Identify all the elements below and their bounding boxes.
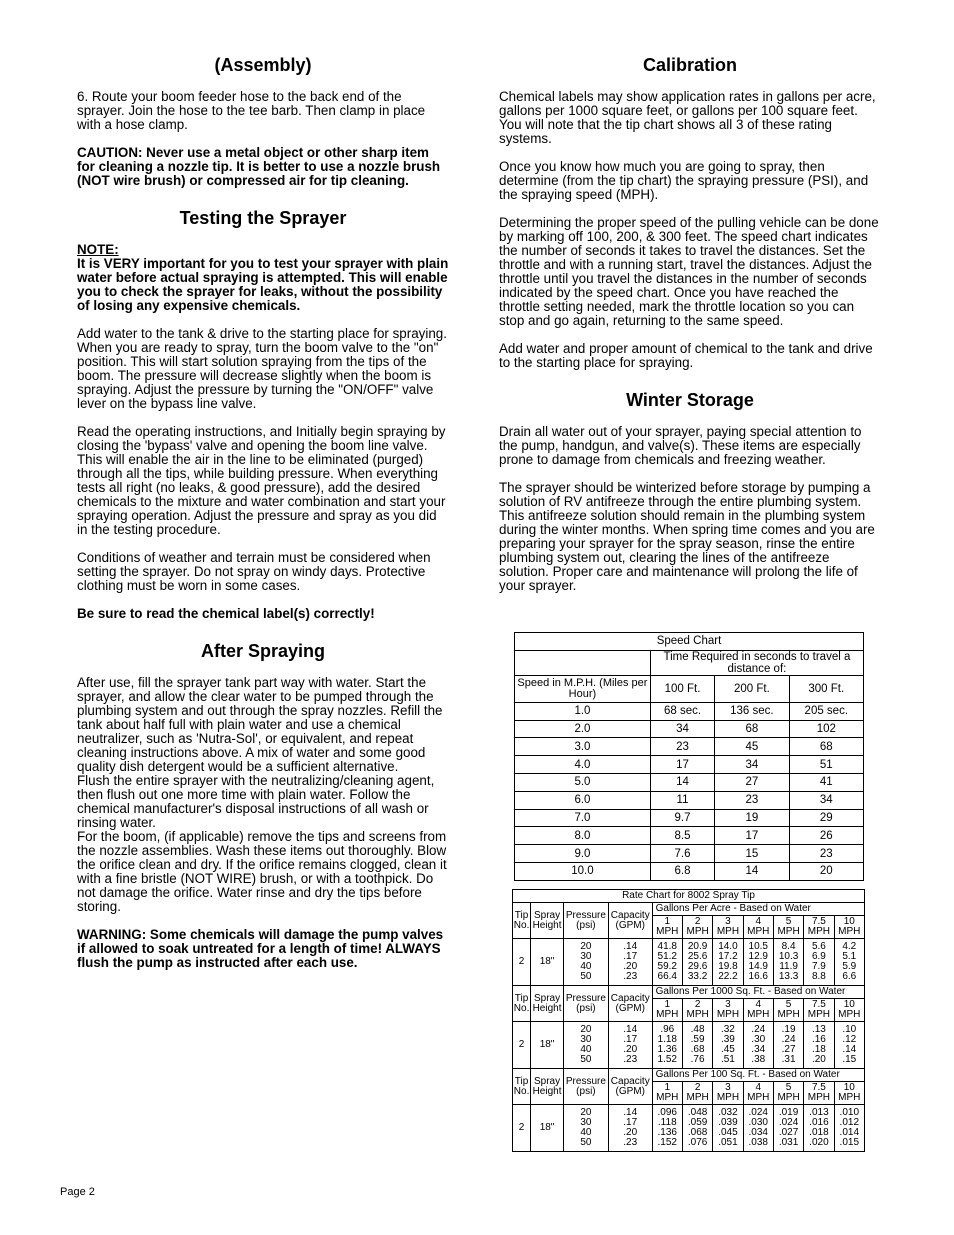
time-value: 26 — [789, 827, 863, 845]
time-value: 15 — [715, 845, 789, 863]
speed-value: 9.0 — [515, 845, 651, 863]
winter-storage-heading: Winter Storage — [626, 390, 754, 410]
spray-height-value: 18" — [531, 939, 564, 986]
spray-height-header: Spray Height — [531, 1069, 564, 1105]
after-warning: WARNING: Some chemicals will damage the pump valves if allowed to soak untreated for a length of time! ALWAYS flush the pump as instructed after each use. — [77, 927, 444, 970]
testing-note — [77, 243, 449, 313]
speed-row — [515, 827, 864, 845]
speed-row — [515, 756, 864, 774]
speed-column-header: Speed in M.P.H. (Miles per Hour) — [515, 675, 651, 702]
rate-data-row — [513, 1022, 865, 1069]
time-value: 68 — [789, 738, 863, 756]
speed-value: 3.0 — [515, 738, 651, 756]
time-value: 14 — [715, 862, 789, 880]
time-value: 8.5 — [650, 827, 714, 845]
speed-row — [515, 773, 864, 791]
speed-row — [515, 720, 864, 738]
calibration-paragraph-4: Add water and proper amount of chemical to the tank and drive to the starting place for spraying. — [499, 341, 873, 370]
mph-header: 10 MPH — [834, 999, 864, 1022]
time-value: 45 — [715, 738, 789, 756]
speed-row — [515, 809, 864, 827]
speed-value: 8.0 — [515, 827, 651, 845]
speed-value: 4.0 — [515, 756, 651, 774]
calibration-paragraph-3: Determining the proper speed of the pulling vehicle can be done by marking off 100, 200, & 300 feet. The speed chart indicates the number of seconds it takes to travel the distances. Set the throttle and with a running start, travel the distances. Adjust the throttle until you travel the distances in the number of seconds indicated by the speed chart. Once you have reached the throttle setting needed, mark the throttle location so you can stop and go again, returning to the same speed. — [499, 215, 879, 328]
mph-header: 5 MPH — [773, 916, 803, 939]
speed-chart-subheader: Time Required in seconds to travel a distance of: — [650, 650, 863, 675]
assembly-paragraph: 6. Route your boom feeder hose to the back end of the sprayer. Join the hose to the tee barb. Then clamp in place with a hose clamp. — [77, 89, 426, 132]
tip-header: Tip No. — [513, 1069, 531, 1105]
left-column — [77, 55, 449, 984]
pressure-values: 20 30 40 50 — [563, 1105, 608, 1152]
winter-paragraph-1: Drain all water out of your sprayer, paying special attention to the pump, handgun, and valve(s). These items are especially prone to damage from chemicals and freezing weather. — [499, 424, 862, 467]
calibration-heading: Calibration — [642, 55, 737, 75]
testing-paragraph-2: Read the operating instructions, and Initially begin spraying by closing the 'bypass' valve and opening the boom line valve. This will enable the air in the line to be eliminated (purged) through all the tips, while building pressure. When everything tests all right (no leaks, & good pressure), add the desired chemicals to the mixture and water combination and start your spraying operation. Adjust the pressure and spray as you did in the testing procedure. — [77, 424, 446, 537]
time-value: 34 — [715, 756, 789, 774]
time-value: 9.7 — [650, 809, 714, 827]
speed-value: 6.0 — [515, 791, 651, 809]
speed-chart — [514, 632, 864, 881]
tip-value: 2 — [513, 1105, 531, 1152]
assembly-heading: (Assembly) — [214, 55, 312, 75]
assembly-caution: CAUTION: Never use a metal object or other sharp item for cleaning a nozzle tip. It is better to use a nozzle brush (NOT wire brush) or compressed air for tip cleaning. — [77, 145, 441, 188]
rate-values: .48 .59 .68 .76 — [682, 1022, 712, 1069]
time-value: 29 — [789, 809, 863, 827]
rate-data-row — [513, 1105, 865, 1152]
capacity-values: .14 .17 .20 .23 — [608, 1022, 652, 1069]
rate-values: 14.0 17.2 19.8 22.2 — [713, 939, 743, 986]
time-value: 23 — [789, 845, 863, 863]
rate-values: 4.2 5.1 5.9 6.6 — [834, 939, 864, 986]
calibration-paragraph-1: Chemical labels may show application rates in gallons per acre, gallons per 1000 square feet, or gallons per 100 square feet. You will note that the tip chart shows all 3 of these rating systems. — [499, 89, 876, 146]
mph-header: 1 MPH — [652, 916, 682, 939]
time-value: 23 — [715, 791, 789, 809]
rate-header-row — [513, 1069, 865, 1082]
time-value: 41 — [789, 773, 863, 791]
rate-chart-title: Rate Chart for 8002 Spray Tip — [513, 890, 865, 903]
spray-height-value: 18" — [531, 1105, 564, 1152]
mph-header: 2 MPH — [682, 1082, 712, 1105]
mph-header: 7.5 MPH — [804, 999, 834, 1022]
rate-values: .13 .16 .18 .20 — [804, 1022, 834, 1069]
distance-header: 200 Ft. — [715, 675, 789, 702]
rate-section-label: Gallons Per Acre - Based on Water — [652, 903, 864, 916]
time-value: 34 — [789, 791, 863, 809]
mph-header: 7.5 MPH — [804, 1082, 834, 1105]
rate-values: .10 .12 .14 .15 — [834, 1022, 864, 1069]
speed-value: 1.0 — [515, 702, 651, 720]
distance-header: 300 Ft. — [789, 675, 863, 702]
speed-value: 10.0 — [515, 862, 651, 880]
rate-data-row — [513, 939, 865, 986]
rate-section-label: Gallons Per 1000 Sq. Ft. - Based on Water — [652, 986, 864, 999]
time-value: 136 sec. — [715, 702, 789, 720]
rate-chart — [512, 889, 865, 1152]
pressure-header: Pressure (psi) — [563, 903, 608, 939]
mph-header: 4 MPH — [743, 999, 773, 1022]
rate-values: .096 .118 .136 .152 — [652, 1105, 682, 1152]
rate-values: .19 .24 .27 .31 — [773, 1022, 803, 1069]
rate-values: .24 .30 .34 .38 — [743, 1022, 773, 1069]
speed-chart-title: Speed Chart — [515, 633, 864, 651]
capacity-values: .14 .17 .20 .23 — [608, 1105, 652, 1152]
mph-header: 10 MPH — [834, 1082, 864, 1105]
right-column — [499, 55, 881, 607]
mph-header: 3 MPH — [713, 1082, 743, 1105]
rate-values: 41.8 51.2 59.2 66.4 — [652, 939, 682, 986]
capacity-header: Capacity (GPM) — [608, 1069, 652, 1105]
speed-value: 7.0 — [515, 809, 651, 827]
testing-paragraph-1: Add water to the tank & drive to the starting place for spraying. When you are ready to spray, turn the boom valve to the "on" position. This will start solution spraying from the tips of the boom. The pressure will decrease slightly when the boom is spraying. Adjust the pressure by turning the "ON/OFF" valve lever on the bypass line valve. — [77, 326, 447, 411]
rate-header-row — [513, 903, 865, 916]
time-value: 27 — [715, 773, 789, 791]
time-value: 11 — [650, 791, 714, 809]
rate-values: .032 .039 .045 .051 — [713, 1105, 743, 1152]
mph-header: 5 MPH — [773, 999, 803, 1022]
time-value: 68 — [715, 720, 789, 738]
mph-header: 10 MPH — [834, 916, 864, 939]
capacity-header: Capacity (GPM) — [608, 986, 652, 1022]
mph-header: 2 MPH — [682, 999, 712, 1022]
time-value: 14 — [650, 773, 714, 791]
pressure-values: 20 30 40 50 — [563, 1022, 608, 1069]
time-value: 17 — [650, 756, 714, 774]
rate-values: 5.6 6.9 7.9 8.8 — [804, 939, 834, 986]
mph-header: 1 MPH — [652, 999, 682, 1022]
rate-values: 10.5 12.9 14.9 16.6 — [743, 939, 773, 986]
winter-paragraph-2: The sprayer should be winterized before storage by pumping a solution of RV antifreeze through the entire plumbing system. This antifreeze solution should remain in the plumbing system during the winter months. When spring time comes and you are preparing your sprayer for the spray season, rinse the entire plumbing system out, clearing the lines of the antifreeze solution. Proper care and maintenance will prolong the life of your sprayer. — [499, 480, 875, 593]
mph-header: 1 MPH — [652, 1082, 682, 1105]
mph-header: 7.5 MPH — [804, 916, 834, 939]
time-value: 17 — [715, 827, 789, 845]
distance-header: 100 Ft. — [650, 675, 714, 702]
page-number: Page 2 — [60, 1186, 95, 1198]
speed-row — [515, 702, 864, 720]
calibration-paragraph-2: Once you know how much you are going to spray, then determine (from the tip chart) the spraying pressure (PSI), and the spraying speed (MPH). — [499, 159, 869, 202]
rate-header-row — [513, 986, 865, 999]
mph-header: 4 MPH — [743, 916, 773, 939]
spray-height-value: 18" — [531, 1022, 564, 1069]
testing-paragraph-3: Conditions of weather and terrain must be considered when setting the sprayer. Do not spray on windy days. Protective clothing must be worn in some cases. — [77, 550, 431, 593]
time-value: 23 — [650, 738, 714, 756]
time-value: 6.8 — [650, 862, 714, 880]
speed-row — [515, 862, 864, 880]
note-text: It is VERY important for you to test your sprayer with plain water before actual spraying is attempted. This will enable you to check the sprayer for leaks, without the possibility of losing any expensive chemicals. — [77, 256, 449, 313]
tip-header: Tip No. — [513, 903, 531, 939]
after-paragraph-1: After use, fill the sprayer tank part way with water. Start the sprayer, and allow the clear water to be pumped through the plumbing system and out through the spray nozzles. Refill the tank about half full with plain water and use a chemical neutralizer, such as 'Nutra-Sol', or equivalent, and repeat cleaning instructions above. A mix of water and some good quality dish detergent would be a sufficient alternative. — [77, 675, 443, 774]
rate-values: .010 .012 .014 .015 — [834, 1105, 864, 1152]
time-value: 51 — [789, 756, 863, 774]
speed-row — [515, 738, 864, 756]
spray-height-header: Spray Height — [531, 986, 564, 1022]
time-value: 20 — [789, 862, 863, 880]
rate-values: .96 1.18 1.36 1.52 — [652, 1022, 682, 1069]
tip-value: 2 — [513, 1022, 531, 1069]
time-value: 7.6 — [650, 845, 714, 863]
tip-header: Tip No. — [513, 986, 531, 1022]
rate-values: .048 .059 .068 .076 — [682, 1105, 712, 1152]
after-spraying-heading: After Spraying — [200, 641, 326, 661]
tip-value: 2 — [513, 939, 531, 986]
speed-row — [515, 845, 864, 863]
note-label: NOTE: — [77, 242, 119, 257]
testing-bold-note: Be sure to read the chemical label(s) correctly! — [77, 606, 375, 621]
capacity-values: .14 .17 .20 .23 — [608, 939, 652, 986]
pressure-header: Pressure (psi) — [563, 1069, 608, 1105]
speed-value: 2.0 — [515, 720, 651, 738]
mph-header: 4 MPH — [743, 1082, 773, 1105]
rate-values: .024 .030 .034 .038 — [743, 1105, 773, 1152]
time-value: 205 sec. — [789, 702, 863, 720]
time-value: 34 — [650, 720, 714, 738]
speed-chart-blank — [515, 650, 651, 675]
rate-section-label: Gallons Per 100 Sq. Ft. - Based on Water — [652, 1069, 864, 1082]
after-paragraph-3: For the boom, (if applicable) remove the tips and screens from the nozzle assemblies. Wash these items out thoroughly. Blow the orifice clean and dry. If the orifice remains clogged, clean it with a fine bristle (NOT WIRE) brush, or with a toothpick. Do not damage the orifice. Water rinse and dry the tips before storing. — [77, 829, 447, 914]
mph-header: 5 MPH — [773, 1082, 803, 1105]
mph-header: 2 MPH — [682, 916, 712, 939]
speed-value: 5.0 — [515, 773, 651, 791]
rate-values: .019 .024 .027 .031 — [773, 1105, 803, 1152]
rate-values: .32 .39 .45 .51 — [713, 1022, 743, 1069]
time-value: 102 — [789, 720, 863, 738]
testing-heading: Testing the Sprayer — [179, 208, 347, 228]
spray-height-header: Spray Height — [531, 903, 564, 939]
after-paragraph-2: Flush the entire sprayer with the neutralizing/cleaning agent, then flush out one more time with plain water. Follow the chemical manufacturer's disposal instructions of all wash or rinsing water. — [77, 773, 435, 830]
time-value: 68 sec. — [650, 702, 714, 720]
mph-header: 3 MPH — [713, 999, 743, 1022]
rate-values: .013 .016 .018 .020 — [804, 1105, 834, 1152]
capacity-header: Capacity (GPM) — [608, 903, 652, 939]
pressure-header: Pressure (psi) — [563, 986, 608, 1022]
time-value: 19 — [715, 809, 789, 827]
pressure-values: 20 30 40 50 — [563, 939, 608, 986]
rate-values: 20.9 25.6 29.6 33.2 — [682, 939, 712, 986]
speed-row — [515, 791, 864, 809]
mph-header: 3 MPH — [713, 916, 743, 939]
rate-values: 8.4 10.3 11.9 13.3 — [773, 939, 803, 986]
